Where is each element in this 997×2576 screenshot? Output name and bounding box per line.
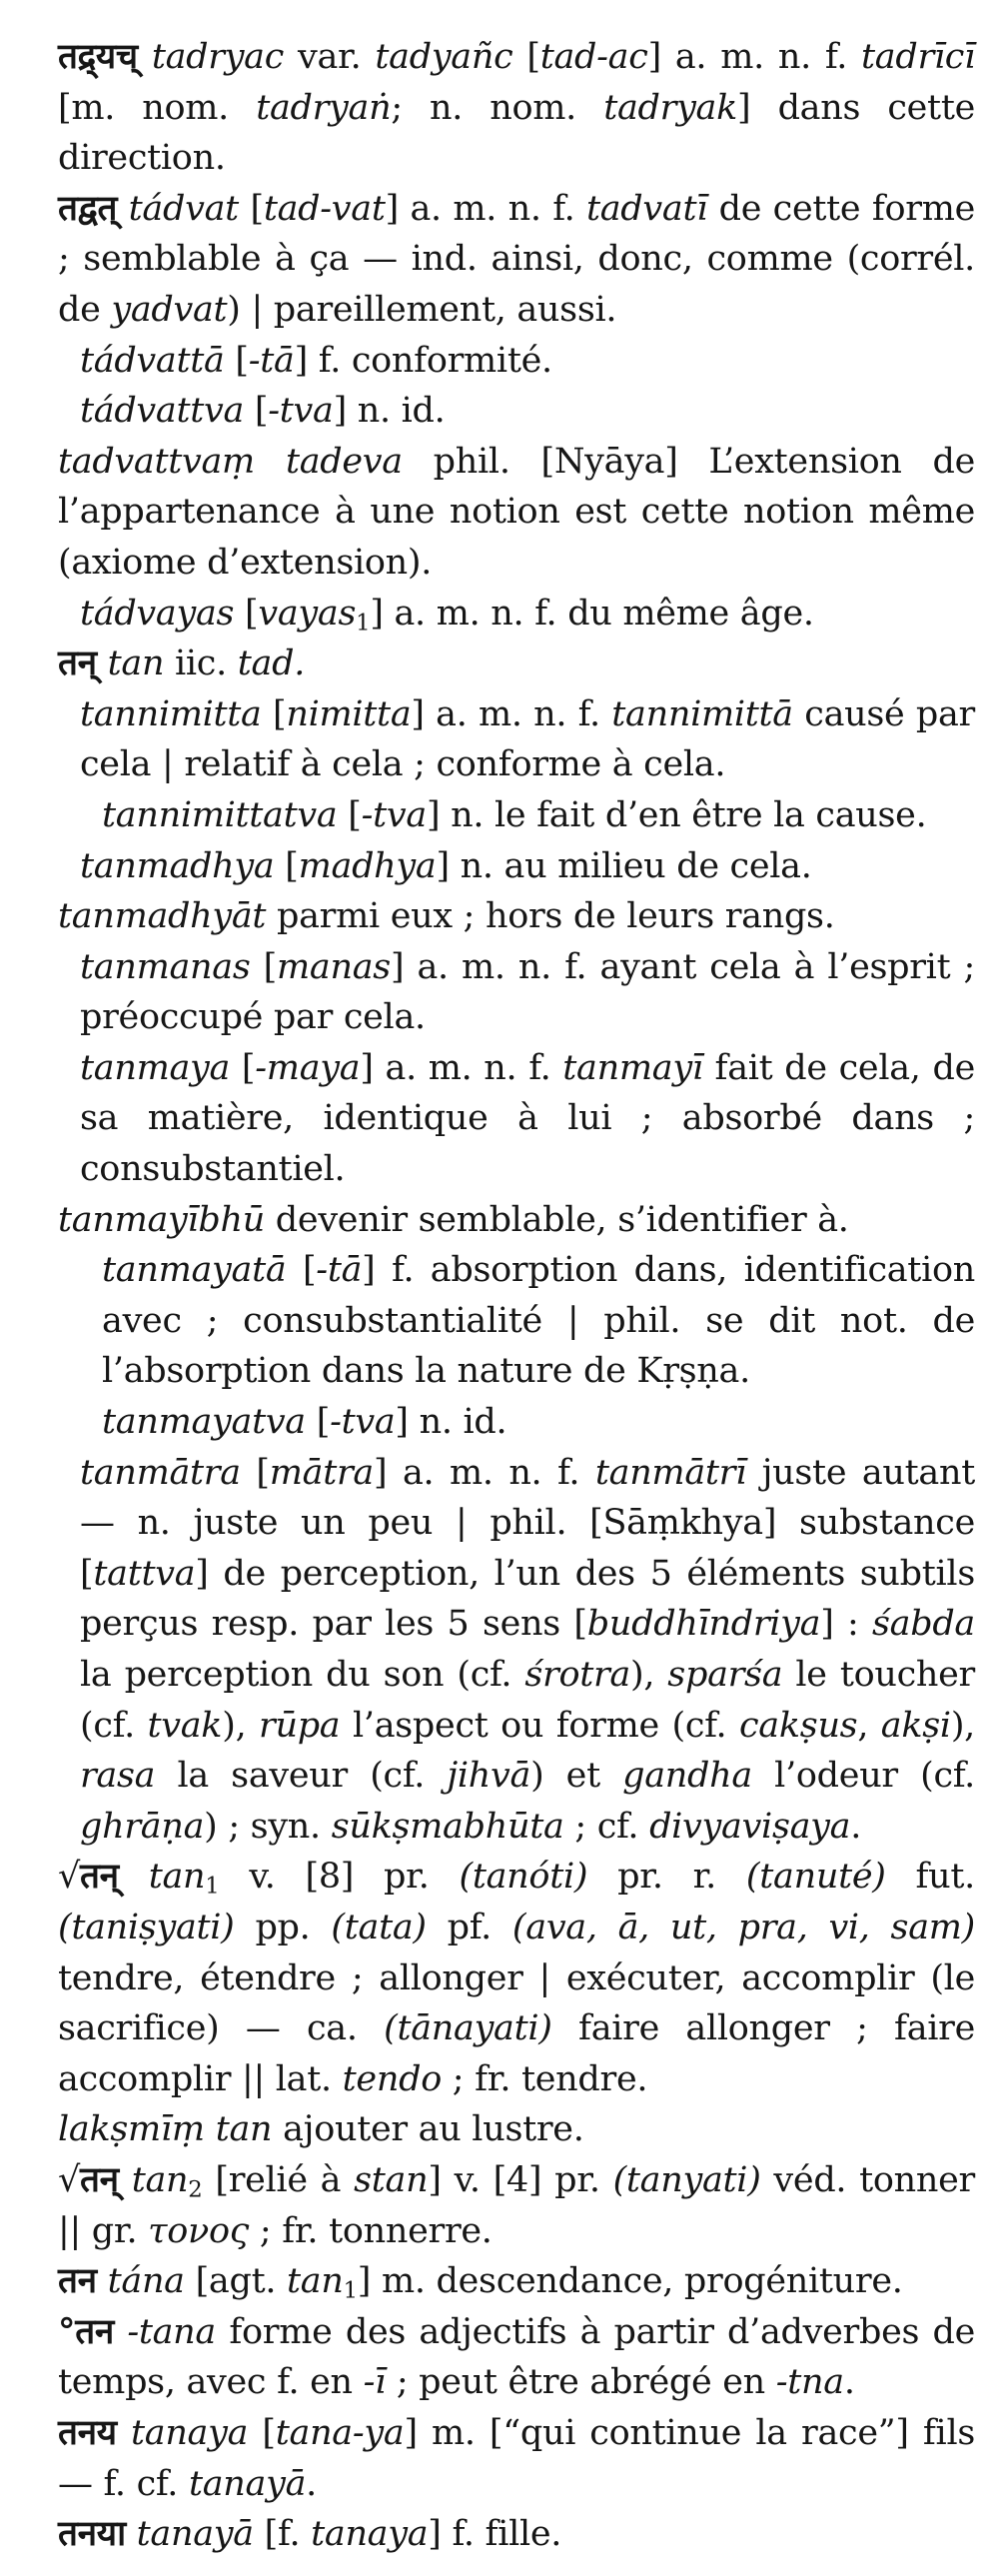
dictionary-entry: tanmayatva [-tva] n. id. [102,1402,507,1443]
dictionary-entry: tannimitta [nimitta] a. m. n. f. tannimittā causé par cela | relatif à cela ; conforme à cela. [80,693,975,785]
dictionary-entry: tanmadhyāt parmi eux ; hors de leurs rangs. [58,896,835,937]
dictionary-entry: √तन् $\tan_1 v$. [8] pr. (tanóti) pr. r. (tanuté) fut. (taniṣyati) pp. (tata) pf. (ava, ā, ut, pra, vi, sam) tendre, étendre ; allonger | exécuter, accomplir (le sacrifice) — ca. (tānayati) faire allonger ; faire accomplir || lat. tendo ; fr. tendre. [58,1857,976,2099]
dictionary-entry: तन tána [agt. $\tan_1$] m. descendance, progéniture. [58,2261,903,2304]
dictionary-entry: तन् tan iic. tad. [58,644,306,684]
dictionary-entry: tádvattva [-tva] n. id. [80,391,446,432]
dictionary-entry: तनया tanayā [f. tanaya] f. fille. [58,2514,562,2555]
dictionary-entry: तनय tanaya [tana-ya] m. [“qui continue la race”] fils — f. cf. tanayā. [58,2412,975,2504]
dictionary-entry: tannimittatva [-tva] n. le fait d’en être la cause. [102,794,927,835]
dictionary-entry: tanmadhya [madhya] n. au milieu de cela. [80,845,812,886]
dictionary-entry: tanmayībhū devenir semblable, s’identifier à. [58,1199,849,1240]
dictionary-entry: tanmaya [-maya] a. m. n. f. tanmayī fait de cela, de sa matière, identique à lui ; absorbé dans ; consubstantiel. [80,1047,975,1190]
dictionary-entry: tadvattvaṃ tadeva phil. [Nyāya] L’extension de l’appartenance à une notion est cette notion même (axiome d’extension). [58,441,975,583]
dictionary-entry: tádvattā [-tā] f. conformité. [80,340,552,381]
dictionary-entry: tanmanas [manas] a. m. n. f. ayant cela à l’esprit ; préoccupé par cela. [80,946,975,1038]
dictionary-entry: √तन् $\tan_2$ [relié à stan] v. [4] pr. (tanyati) véd. tonner || gr. τονος ; fr. tonnerre. [58,2159,975,2251]
dictionary-entry: °तन -tana forme des adjectifs à partir d’adverbes de temps, avec f. en -ī ; peut être abrégé en -tna. [58,2311,975,2403]
dictionary-entry: tádvayas [vayas$_1$] a. m. n. f. du même âge. [80,593,814,637]
dictionary-entry: tanmātra [mātra] a. m. n. f. tanmātrī juste autant — n. juste un peu | phil. [Sāṃkhya] substance [tattva] de perception, l’un des 5 éléments subtils perçus resp. par les 5 sens [buddhīndriya] : śabda la perception du son (cf. śrotra), sparśa le toucher (cf. tvak), rūpa l’aspect ou forme (cf. cakṣus, akṣi), rasa la saveur (cf. jihvā) et gandha l’odeur (cf. ghrāṇa) ; syn. sūkṣmabhūta ; cf. divyaviṣaya. [80,1452,976,1847]
dictionary-entry: tanmayatā [-tā] f. absorption dans, identification avec ; consubstantialité | phil. se dit not. de l’absorption dans la nature de Kṛṣṇa. [102,1250,975,1392]
dictionary-entry: lakṣmīṃ tan ajouter au lustre. [58,2109,584,2150]
dictionary-entry: तद्र्यच् tadryac var. tadyañc [tad-ac] a. m. n. f. tadrīcī [m. nom. tadryaṅ; n. nom. tadryak] dans cette direction. [58,37,976,179]
dictionary-entry: तद्वत् tádvat [tad-vat] a. m. n. f. tadvatī de cette forme ; semblable à ça — ind. ainsi, donc, comme (corrél. de yadvat) | pareillement, aussi. [58,188,976,330]
dictionary-page [58,32,975,2560]
